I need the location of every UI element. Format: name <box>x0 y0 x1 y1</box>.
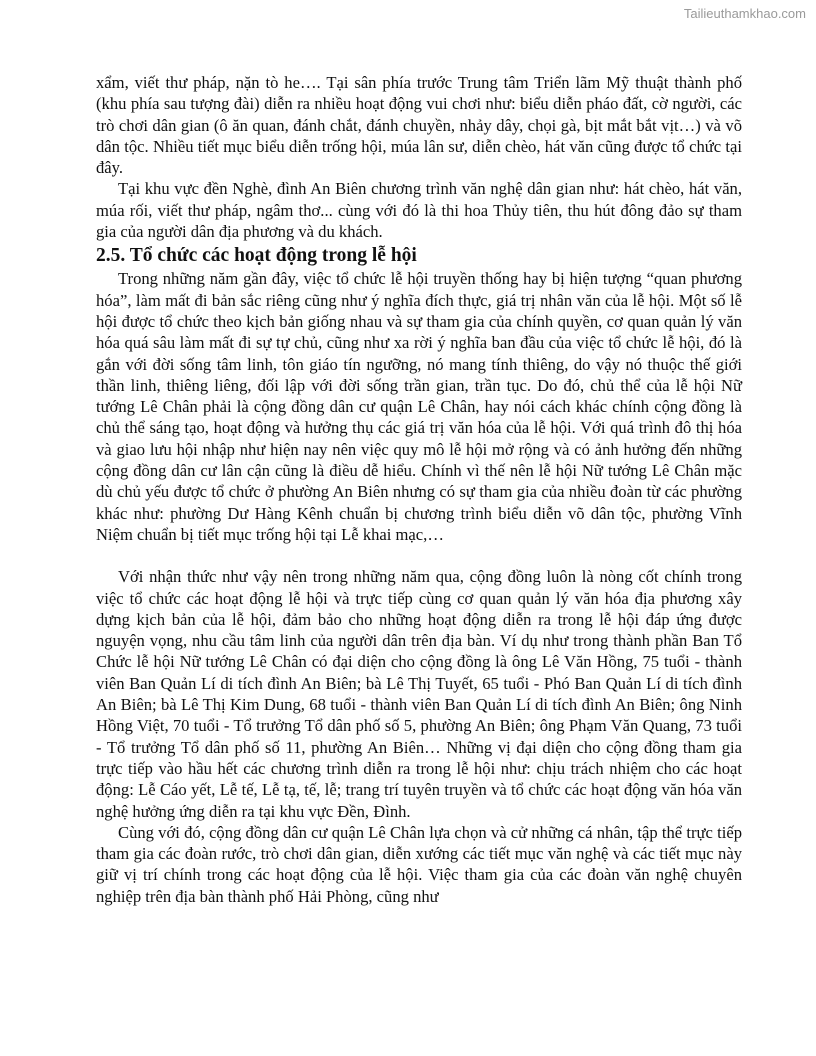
paragraph-cung-voi-do: Cùng với đó, cộng đồng dân cư quận Lê Chân lựa chọn và cử những cá nhân, tập thể trực tiếp tham gia các đoàn rước, trò chơi dân gian, diễn xướng các tiết mục văn nghệ và các tiết mục này giữ vị trí chính trong các hoạt động của lễ hội. Việc tham gia của các đoàn văn nghệ chuyên nghiệp trên địa bàn thành phố Hải Phòng, cũng như <box>96 822 742 906</box>
watermark-text: Tailieuthamkhao.com <box>683 6 806 21</box>
section-heading: 2.5. Tổ chức các hoạt động trong lễ hội <box>96 245 417 267</box>
document-body <box>96 72 742 907</box>
paragraph-den-nghe: Tại khu vực đền Nghè, đình An Biên chương trình văn nghệ dân gian như: hát chèo, hát văn, múa rối, viết thư pháp, ngâm thơ... cùng với đó là thi hoa Thủy tiên, thu hút đông đảo sự tham gia của người dân địa phương và du khách. <box>96 179 742 242</box>
paragraph-spacer <box>96 545 742 566</box>
paragraph-cong-dong: Với nhận thức như vậy nên trong những năm qua, cộng đồng luôn là nòng cốt chính trong việc tổ chức các hoạt động lễ hội và trực tiếp cùng cơ quan quản lý văn hóa địa phương xây dựng kịch bản của lễ hội, đảm bảo cho những hoạt động diễn ra trong lễ hội đáp ứng được nguyện vọng, nhu cầu tâm linh của người dân trên địa bàn. Ví dụ như trong thành phần Ban Tổ Chức lễ hội Nữ tướng Lê Chân có đại diện cho cộng đồng là ông Lê Văn Hồng, 75 tuổi - thành viên Ban Quản Lí di tích đình An Biên; bà Lê Thị Tuyết, 65 tuổi - Phó Ban Quản Lí di tích đình An Biên; bà Lê Thị Kim Dung, 68 tuổi - thành viên Ban Quản Lí di tích đình An Biên; ông Ninh Hồng Việt, 70 tuổi - Tổ trưởng Tổ dân phố số 5, phường An Biên; ông Phạm Văn Quang, 73 tuổi - Tổ trưởng Tổ dân phố số 11, phường An Biên… Những vị đại diện cho cộng đồng tham gia trực tiếp vào hầu hết các chương trình diễn ra trong lễ hội như: chịu trách nhiệm cho các hoạt động: Lễ Cáo yết, Lễ tế, Lễ tạ, tế, lễ; trang trí tuyên truyền và tổ chức các hoạt động văn hóa văn nghệ hưởng ứng diễn ra tại khu vực Đền, Đình. <box>96 567 742 821</box>
paragraph-continuation: xẩm, viết thư pháp, nặn tò he…. Tại sân phía trước Trung tâm Triển lãm Mỹ thuật thành phố (khu phía sau tượng đài) diễn ra nhiều hoạt động vui chơi như: biểu diễn pháo đất, cờ người, các trò chơi dân gian (ô ăn quan, đánh chắt, đánh chuyền, nhảy dây, chọi gà, bịt mắt bắt vịt…) và võ dân tộc. Nhiều tiết mục biểu diễn trống hội, múa lân sư, diễn chèo, hát văn cũng được tổ chức tại đây. <box>96 73 742 178</box>
paragraph-quan-phuong-hoa: Trong những năm gần đây, việc tổ chức lễ hội truyền thống hay bị hiện tượng “quan phương hóa”, làm mất đi bản sắc riêng cũng như ý nghĩa đích thực, giá trị nhân văn của lễ hội. Một số lễ hội được tổ chức theo kịch bản giống nhau và sự tham gia của chính quyền, cơ quan quản lý văn hóa quá sâu làm mất đi sự tự chủ, cũng như xa rời ý nghĩa ban đầu của việc tổ chức lễ hội, đó là gắn với đời sống tâm linh, tôn giáo tín ngưỡng, nó mang tính thiêng, do vậy nó thuộc thế giới thần linh, thiêng liêng, đối lập với đời sống trần gian, trần tục. Do đó, chủ thể của lễ hội Nữ tướng Lê Chân phải là cộng đồng dân cư quận Lê Chân, hay nói cách khác chính cộng đồng là chủ thể sáng tạo, hoạt động và hưởng thụ các giá trị văn hóa của lễ hội. Với quá trình đô thị hóa và giao lưu hội nhập như hiện nay nên việc quy mô lễ hội mở rộng và có ảnh hưởng đến những cộng đồng dân cư lân cận cũng là điều dễ hiểu. Chính vì thế nên lễ hội Nữ tướng Lê Chân mặc dù chủ yếu được tổ chức ở phường An Biên nhưng có sự tham gia của nhiều đoàn từ các phường khác như: phường Dư Hàng Kênh chuẩn bị chương trình biểu diễn võ dân tộc, phường Vĩnh Niệm chuẩn bị tiết mục trống hội tại Lễ khai mạc,… <box>96 269 742 544</box>
